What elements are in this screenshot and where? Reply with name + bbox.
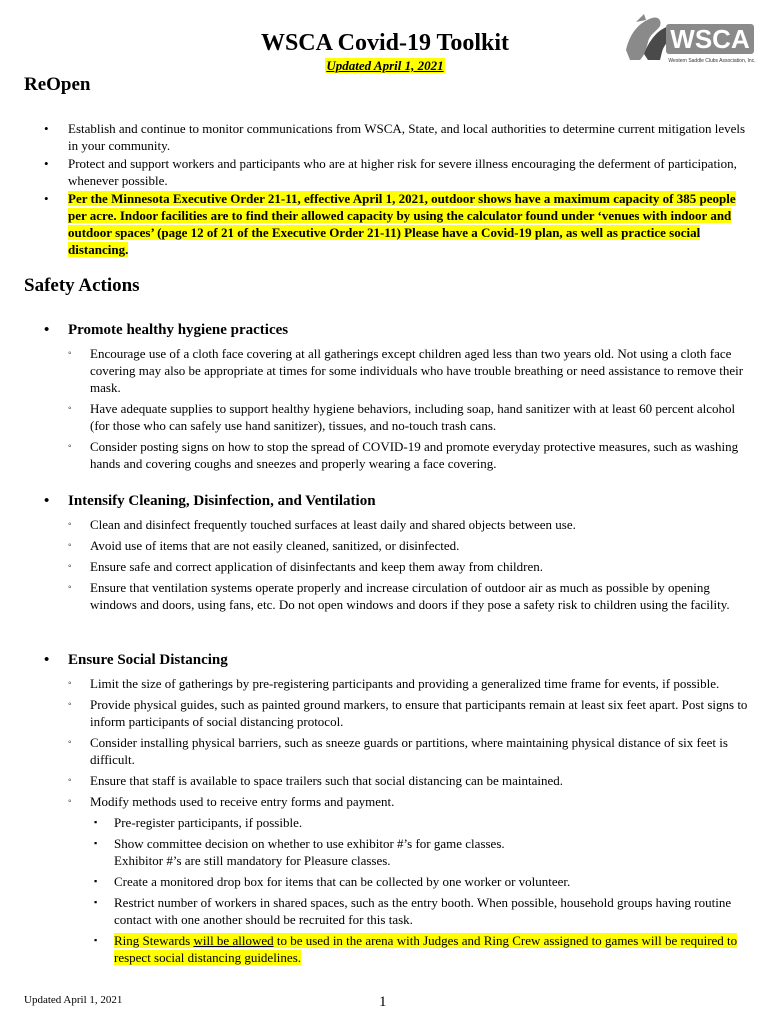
reopen-heading: ReOpen — [24, 74, 91, 95]
list-item: ◦ Ensure safe and correct application of disinfectants and keep them away from children. — [44, 558, 749, 575]
list-item: • Establish and continue to monitor communications from WSCA, State, and local authorities to determine current mitigation levels in your community. — [44, 120, 749, 154]
list-item: • Protect and support workers and participants who are at higher risk for severe illness encouraging the deferment of participation, whenever possible. — [44, 155, 749, 189]
hygiene-section — [44, 321, 749, 476]
safety-actions-heading: Safety Actions — [24, 275, 140, 296]
list-item: ◦ Ensure that staff is available to space trailers such that social distancing can be maintained. — [44, 772, 749, 789]
document-title: WSCA Covid-19 Toolkit — [260, 30, 510, 56]
page-number: 1 — [379, 994, 387, 1010]
list-item: ◦ Clean and disinfect frequently touched surfaces at least daily and shared objects between use. — [44, 516, 749, 533]
distancing-section — [44, 651, 749, 970]
updated-date: Updated April 1, 2021 — [326, 58, 444, 73]
reopen-list — [44, 120, 749, 258]
list-item-highlighted: • Per the Minnesota Executive Order 21-11, effective April 1, 2021, outdoor shows have a maximum capacity of 385 people per acre. Indoor facilities are to find their allowed capacity by using the calculator found under ‘venues with indoor and outdoor spaces’ (page 12 of 21 of the Executive Order 21-11) Please have a Covid-19 plan, as well as practice social distancing. — [44, 190, 749, 258]
sub-list-item: ▪ Create a monitored drop box for items that can be collected by one worker or volunteer. — [90, 873, 749, 890]
logo-subtext: Western Saddle Clubs Association, Inc. — [668, 58, 756, 64]
list-item: ◦ Consider posting signs on how to stop the spread of COVID-19 and promote everyday protective measures, such as washing hands and covering coughs and sneezes and properly wearing a face covering. — [44, 438, 749, 472]
list-item: ◦ Consider installing physical barriers, such as sneeze guards or partitions, where maintaining physical distance of six feet is difficult. — [44, 734, 749, 768]
list-item: ◦ Provide physical guides, such as painted ground markers, to ensure that participants remain at least six feet apart. Post signs to inform participants of social distancing protocol. — [44, 696, 749, 730]
sub-list-item-highlighted: ▪ Ring Stewards will be allowed to be used in the arena with Judges and Ring Crew assigned to games will be required to respect social distancing guidelines. — [90, 932, 749, 966]
footer-updated-date: Updated April 1, 2021 — [24, 994, 123, 1006]
sub-list-item: ▪ Pre-register participants, if possible. — [90, 814, 749, 831]
list-item: ◦ Avoid use of items that are not easily cleaned, sanitized, or disinfected. — [44, 537, 749, 554]
list-item: ◦ Have adequate supplies to support healthy hygiene behaviors, including soap, hand sanitizer with at least 60 percent alcohol (for those who can safely use hand sanitizer), tissues, and no-touch trash cans. — [44, 400, 749, 434]
sub-list-item: ▪ Show committee decision on whether to use exhibitor #’s for game classes. Exhibitor #’s are still mandatory for Pleasure classes. — [90, 835, 749, 869]
wsca-logo — [622, 10, 758, 66]
list-item: ◦ Limit the size of gatherings by pre-registering participants and providing a generalized time frame for events, if possible. — [44, 675, 749, 692]
sub-list-item: ▪ Restrict number of workers in shared spaces, such as the entry booth. When possible, household groups having routine contact with one another should be recruited for this task. — [90, 894, 749, 928]
distancing-title: • Ensure Social Distancing — [44, 651, 749, 669]
cleaning-section — [44, 492, 749, 617]
hygiene-title: • Promote healthy hygiene practices — [44, 321, 749, 339]
list-item: ◦ Ensure that ventilation systems operate properly and increase circulation of outdoor air as much as possible by opening windows and doors, using fans, etc. Do not open windows and doors if they pose a safety risk to children using the facility. — [44, 579, 749, 613]
list-item: ◦ Encourage use of a cloth face covering at all gatherings except children aged less than two years old. Not using a cloth face covering may also be appropriate at times for some individuals who have trouble breathing or need assistance to remove their mask. — [44, 345, 749, 396]
cleaning-title: • Intensify Cleaning, Disinfection, and Ventilation — [44, 492, 749, 510]
list-item: ◦ Modify methods used to receive entry forms and payment. ▪ Pre-register participants, if possible. ▪ Show committee decision on whether to use exhibitor #’s for game classes. Exhibitor #’s are still mandatory for Pleasure classes. ▪ Create a monitored drop box for items that can be collected by one worker or volunteer. ▪ Restrict number of workers in shared spaces, such as the entry booth. When possible, household groups having routine contact with one another should be recruited for this task. ▪ Ring Stewards will be allowed to be used in the arena with Judges and Ring Crew assigned to games will be required to respect social distancing guidelines. — [44, 793, 749, 966]
logo-text: WSCA — [670, 24, 750, 54]
